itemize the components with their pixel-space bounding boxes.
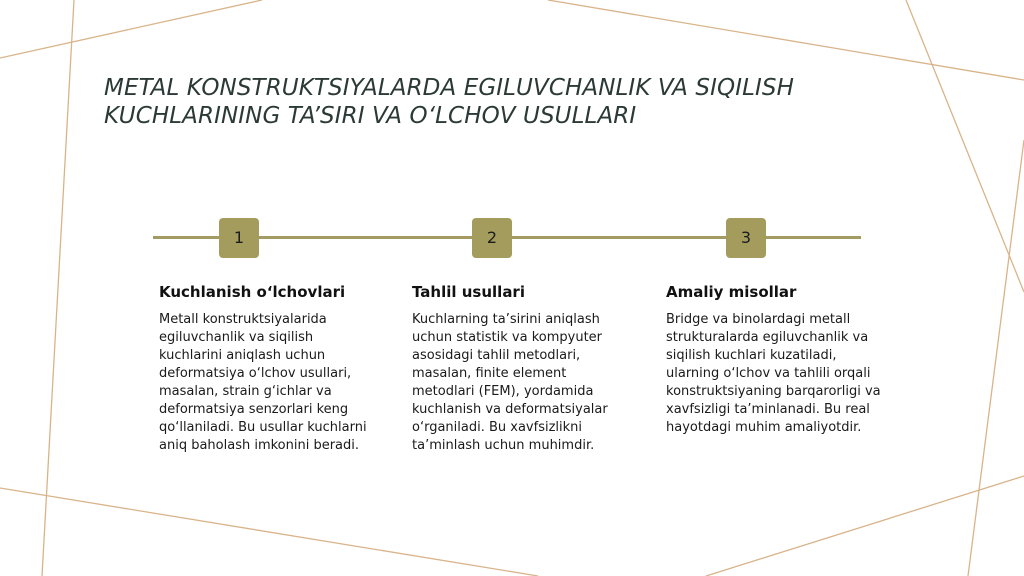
step-text-3: Bridge va binolardagi metall strukturalarda egiluvchanlik va siqilish kuchlari kuzatiladi, ularning o‘lchov va tahlili orqali konstruktsiyaning barqarorligi va xavfsizligi ta’minlanadi. Bu real hayotdagi muhim amaliyotdir.: [666, 312, 881, 435]
frame-line-left: [42, 0, 74, 576]
frame-line-bottom-right: [706, 476, 1024, 576]
step-text-1: Metall konstruktsiyalarida egiluvchanlik va siqilish kuchlarini aniqlash uchun deformatsiya o‘lchov usullari, masalan, strain g‘ichlar va deformatsiya senzorlari keng qo‘llaniladi. Bu usullar kuchlarni aniq baholash imkonini beradi.: [159, 312, 367, 453]
step-column-3: [666, 282, 884, 437]
step-heading-3: Amaliy misollar: [666, 283, 797, 301]
slide-title: METAL KONSTRUKTSIYALARDA EGILUVCHANLIK VA SIQILISH KUCHLARINING TA’SIRI VA O‘LCHOV USULLARI: [104, 75, 794, 129]
step-badge-1: 1: [219, 218, 259, 258]
frame-line-right-lower: [968, 140, 1024, 576]
step-badge-2: 2: [472, 218, 512, 258]
frame-line-right: [906, 0, 1024, 292]
step-column-1: [159, 282, 377, 455]
frame-line-top-right: [548, 0, 1024, 80]
step-column-2: [412, 282, 630, 455]
frame-line-top: [0, 0, 262, 58]
step-badge-3: 3: [726, 218, 766, 258]
step-heading-2: Tahlil usullari: [412, 283, 525, 301]
step-heading-1: Kuchlanish o‘lchovlari: [159, 283, 346, 301]
step-text-2: Kuchlarning ta’sirini aniqlash uchun statistik va kompyuter asosidagi tahlil metodlari, masalan, finite element metodlari (FEM), yordamida kuchlanish va deformatsiyalar o‘rganiladi. Bu xavfsizlikni ta’minlash uchun muhimdir.: [412, 312, 608, 453]
frame-line-bottom-left: [0, 488, 538, 576]
